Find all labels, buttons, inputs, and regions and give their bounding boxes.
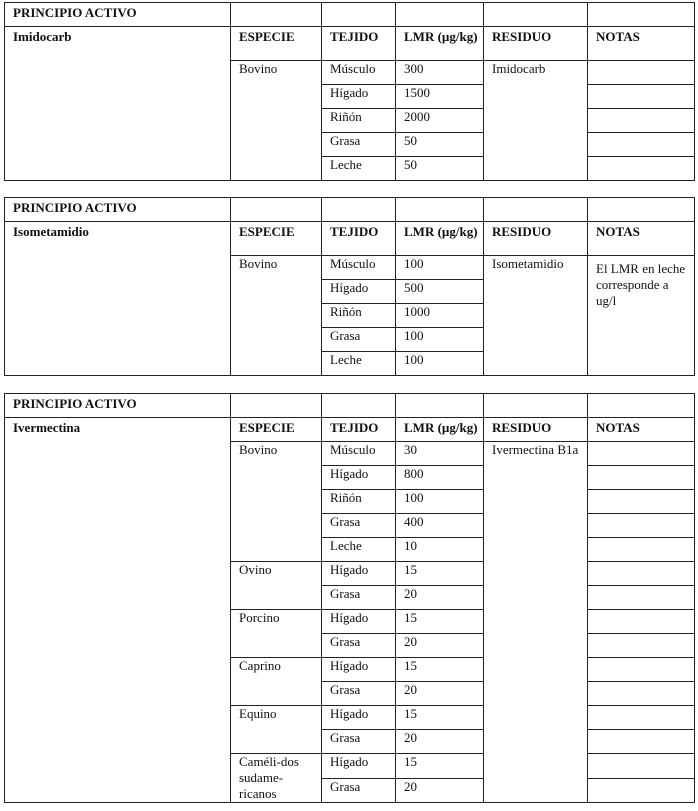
caption-principio-activo: PRINCIPIO ACTIVO [5,198,231,222]
lmr-cell: 50 [396,133,484,157]
lmr-cell: 20 [396,634,484,658]
species-cell: Porcino [231,610,322,658]
header-residuo: RESIDUO [484,222,588,256]
notes-cell [588,85,695,109]
notes-cell [588,706,695,730]
tissue-cell: Músculo [322,442,396,466]
notes-cell [588,682,695,706]
lmr-cell: 30 [396,442,484,466]
lmr-cell: 20 [396,682,484,706]
lmr-cell: 20 [396,586,484,610]
lmr-cell: 20 [396,730,484,754]
empty-cell [588,198,695,222]
notes-cell [588,466,695,490]
mrl-table-ivermectina [4,393,695,803]
lmr-cell: 100 [396,490,484,514]
tissue-cell: Riñón [322,109,396,133]
tissue-cell: Hígado [322,280,396,304]
empty-cell [231,394,322,418]
notes-cell [588,61,695,85]
mrl-table-imidocarb [4,2,695,181]
empty-cell [588,3,695,27]
tissue-cell: Leche [322,538,396,562]
species-cell: Equino [231,706,322,754]
notes-cell [588,778,695,803]
header-lmr: LMR (µg/kg) [396,222,484,256]
caption-principio-activo: PRINCIPIO ACTIVO [5,3,231,27]
empty-cell [588,394,695,418]
lmr-cell: 1000 [396,304,484,328]
tissue-cell: Grasa [322,778,396,803]
species-cell: Caprino [231,658,322,706]
lmr-cell: 100 [396,256,484,280]
header-tejido: TEJIDO [322,418,396,442]
empty-cell [231,3,322,27]
header-notas: NOTAS [588,222,695,256]
header-residuo: RESIDUO [484,27,588,61]
notes-cell [588,538,695,562]
lmr-cell: 1500 [396,85,484,109]
empty-cell [484,198,588,222]
residue-cell: Isometamidio [484,256,588,376]
lmr-cell: 50 [396,157,484,181]
tissue-cell: Hígado [322,562,396,586]
notes-cell [588,514,695,538]
active-ingredient-name: Imidocarb [5,27,231,181]
notes-cell [588,133,695,157]
lmr-cell: 300 [396,61,484,85]
tissue-cell: Hígado [322,754,396,779]
lmr-cell: 15 [396,706,484,730]
tissue-cell: Hígado [322,658,396,682]
notes-cell: El LMR en leche corresponde a ug/l [588,256,695,376]
tissue-cell: Hígado [322,466,396,490]
header-tejido: TEJIDO [322,222,396,256]
header-especie: ESPECIE [231,27,322,61]
caption-principio-activo: PRINCIPIO ACTIVO [5,394,231,418]
lmr-cell: 400 [396,514,484,538]
mrl-table-isometamidio [4,197,695,376]
tissue-cell: Músculo [322,61,396,85]
lmr-cell: 800 [396,466,484,490]
residue-cell: Ivermectina B1a [484,442,588,803]
lmr-cell: 100 [396,352,484,376]
tissue-cell: Hígado [322,85,396,109]
notes-cell [588,610,695,634]
lmr-cell: 100 [396,328,484,352]
header-especie: ESPECIE [231,418,322,442]
header-notas: NOTAS [588,27,695,61]
lmr-cell: 15 [396,610,484,634]
empty-cell [396,198,484,222]
tissue-cell: Grasa [322,328,396,352]
lmr-cell: 10 [396,538,484,562]
lmr-cell: 2000 [396,109,484,133]
notes-cell [588,754,695,779]
residue-cell: Imidocarb [484,61,588,181]
tissue-cell: Riñón [322,490,396,514]
notes-cell [588,490,695,514]
header-tejido: TEJIDO [322,27,396,61]
tissue-cell: Hígado [322,610,396,634]
tissue-cell: Leche [322,352,396,376]
active-ingredient-name: Isometamidio [5,222,231,376]
species-cell: Ovino [231,562,322,610]
species-cell: Bovino [231,442,322,562]
tissue-cell: Grasa [322,682,396,706]
lmr-cell: 20 [396,778,484,803]
species-cell: Caméli-dos sudame-ricanos [231,754,322,803]
notes-cell [588,634,695,658]
tissue-cell: Músculo [322,256,396,280]
lmr-cell: 15 [396,562,484,586]
tissue-cell: Hígado [322,706,396,730]
lmr-cell: 15 [396,754,484,779]
header-lmr: LMR (µg/kg) [396,418,484,442]
empty-cell [484,394,588,418]
notes-cell [588,109,695,133]
tissue-cell: Grasa [322,133,396,157]
header-notas: NOTAS [588,418,695,442]
empty-cell [231,198,322,222]
empty-cell [322,198,396,222]
empty-cell [396,3,484,27]
species-cell: Bovino [231,256,322,376]
header-especie: ESPECIE [231,222,322,256]
empty-cell [322,394,396,418]
tissue-cell: Grasa [322,514,396,538]
lmr-cell: 500 [396,280,484,304]
tissue-cell: Grasa [322,586,396,610]
notes-cell [588,157,695,181]
notes-cell [588,562,695,586]
notes-cell [588,442,695,466]
active-ingredient-name: Ivermectina [5,418,231,803]
tissue-cell: Riñón [322,304,396,328]
tissue-cell: Grasa [322,730,396,754]
species-cell: Bovino [231,61,322,181]
notes-cell [588,730,695,754]
notes-cell [588,658,695,682]
empty-cell [396,394,484,418]
empty-cell [484,3,588,27]
tissue-cell: Grasa [322,634,396,658]
notes-cell [588,586,695,610]
empty-cell [322,3,396,27]
header-lmr: LMR (µg/kg) [396,27,484,61]
header-residuo: RESIDUO [484,418,588,442]
lmr-cell: 15 [396,658,484,682]
tissue-cell: Leche [322,157,396,181]
